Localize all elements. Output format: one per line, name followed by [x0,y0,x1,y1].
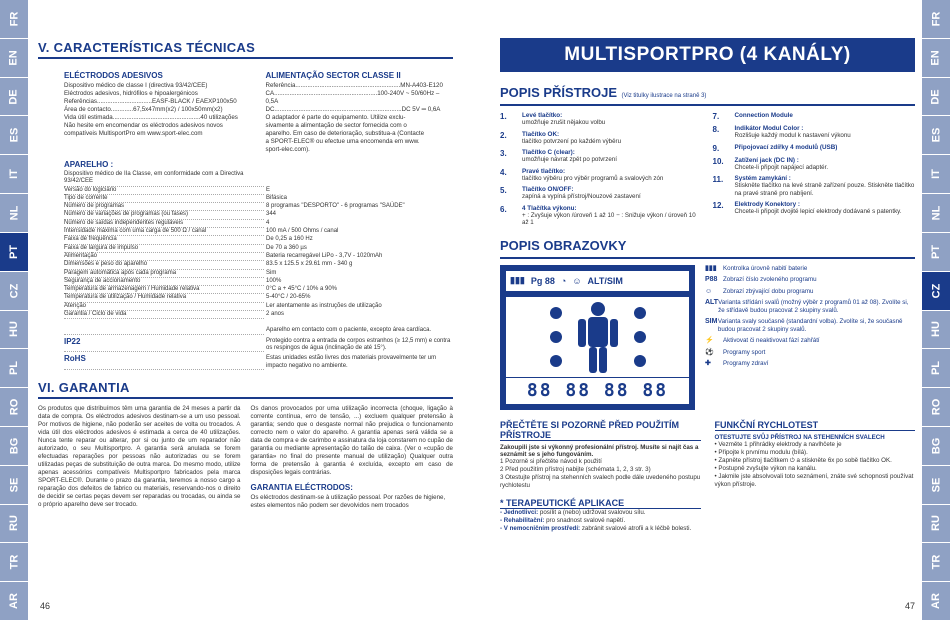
popis-title: POPIS PŘÍSTROJE [500,85,618,100]
language-tab-nl[interactable] [922,194,950,233]
language-tab-pt[interactable] [0,233,28,272]
tech-value: 2 anos [266,311,285,318]
tech-key: Número de variações de programas (ou fases) [64,211,264,219]
left-page [38,0,453,621]
tech-value: 344 [266,211,277,218]
language-tab-hu[interactable] [922,311,950,350]
tech-key: Alimentação [64,253,264,261]
language-tab-es[interactable] [922,116,950,155]
symbol-row [64,355,453,370]
device-items-right [713,112,916,231]
electrodes-line: Vida útil estimada...................................................40 utilizações [64,114,238,121]
language-tab-en[interactable] [922,39,950,78]
item-body [522,149,703,164]
electrodes-line: Eléctrodos adesivos, hidrófilos e hipoalergénicos [64,90,198,97]
terapeut-bold: - Jednotlivci: [500,508,539,516]
language-tab-label: PL [8,361,20,376]
device-item [713,144,916,153]
device-item [500,205,703,227]
legend-text: Zobrazí číslo zvoleného programu [723,276,817,283]
electrodes-text [64,82,252,138]
battery-icon: ▮▮▮ [510,275,525,285]
item-title: Zatížení jack (DC IN) : [734,156,799,164]
language-tab-fr[interactable] [0,0,28,39]
language-tab-label: AR [929,593,942,610]
tech-key: Segurança de accionamento [64,278,264,286]
precte-bold: Zakoupili jste si výkonný profesionální přístroj. Musíte si najít čas a seznámit se s jeho fungováním. [500,443,699,458]
tech-value: Bifásica [266,194,288,201]
electrodes-line: Não hesite em encomendar os eléctrodos adesivos novos [64,122,223,129]
legend-icon: ▮▮▮ [705,264,717,272]
item-title: Elektrody Konektory : [734,201,800,208]
tech-value: Bateria recarregável LiPo - 3,7V - 1020mAh [266,252,383,259]
legend-icon: SIM [705,318,718,325]
item-title: Tlačítko ON/OFF: [522,186,574,193]
legend-row [705,318,915,333]
alimentation-line: sivamente a alimentação de sector fornecida com o [265,122,407,129]
item-body [735,201,916,216]
language-tab-ro[interactable] [0,388,28,427]
device-item [713,157,916,172]
language-tab-cz[interactable] [0,272,28,311]
legend-icon: ☺ [705,287,713,295]
item-title: Tlačítko C (clear): [522,149,575,156]
item-body [522,168,703,183]
legend-icon: ⚽ [705,348,714,356]
tech-value: De 0,25 a 160 Hz [266,236,313,243]
tech-row [64,245,453,253]
electrodes-line: compatíveis MultisportPro em www.sport-elec.com [64,130,203,137]
item-number: 3. [500,149,507,158]
item-body [522,131,703,146]
legend-text: Zobrazí zbývající dobu programu [723,287,814,295]
language-tab-label: RO [930,398,942,416]
language-tab-label: ES [930,128,942,143]
language-tab-de[interactable] [922,78,950,117]
language-tab-de[interactable] [0,78,28,117]
banner-title: MULTISPORTPRO (4 KANÁLY) [500,38,915,72]
language-tab-bg[interactable] [922,427,950,466]
tech-row [64,195,453,203]
language-tab-label: RO [8,398,20,416]
lcd-screen [500,265,695,410]
terapeut-title: * TERAPEUTICKÉ APLIKACE [500,498,701,509]
language-tab-cz[interactable] [922,272,950,311]
tech-table [64,171,453,319]
rychlo-line: • Vezměte 1 přihrádky elektrody a navlhčete je [714,440,842,448]
language-tab-ru[interactable] [922,505,950,544]
language-tab-label: BG [8,437,20,455]
language-tab-se[interactable] [922,466,950,505]
item-body [522,186,703,201]
item-body [735,125,916,140]
legend-icon: ⚡ [705,337,714,344]
device-item [500,149,703,164]
legend-row [705,276,915,284]
legend-text: Varianta svaly současně (standardní volba). Zvolíte si, že současně budou pracovat 2 skupiny svalů. [717,318,903,333]
language-tab-label: SE [930,477,942,492]
symbol-value: Aparelho em contacto com o paciente, excepto área cardíaca. [266,327,432,334]
alimentation-line: DC..........................................................................DC 5V ═ 0,6A [265,106,441,113]
language-tab-label: HU [7,321,20,338]
language-tab-nl[interactable] [0,194,28,233]
terapeut-list [500,509,701,533]
tech-row [64,253,453,261]
language-tab-label: BG [930,437,942,455]
alimentation-line: aparelho. Em caso de deterioração, substitua-a (Contacte [265,130,425,137]
language-tab-label: NL [929,205,942,221]
tech-value: De 70 a 360 µs [266,244,307,251]
tech-key: Intensidade máxima com uma carga de 500 Ω / canal [64,228,264,236]
terapeut-bold: - Rehabilitační: [500,516,545,524]
tech-value: Sim [266,269,277,276]
terapeut-line [500,517,701,525]
legend-icon: P88 [705,276,718,283]
item-title: Connection Module [734,112,793,119]
tech-row [64,228,453,236]
legend-row [705,349,915,357]
rychlo-title: FUNKČNÍ RYCHLOTEST [715,420,916,431]
language-tab-ro[interactable] [922,388,950,427]
language-tab-tr[interactable] [922,543,950,582]
tech-key: Temperatura de armazenagem / Humidade relativa [64,286,264,294]
device-item [500,112,703,127]
language-tab-label: IT [930,169,942,180]
item-number: 9. [712,143,720,153]
popis-note: (Viz titulky ilustrace na straně 3) [621,93,707,99]
tech-row [64,278,453,286]
screen-legend [705,265,915,410]
language-tab-bg[interactable] [0,427,28,466]
symbol-row [64,327,453,334]
item-desc: tlačítko výběru pro výběr programů a svalových zón [522,174,664,182]
device-item [713,112,916,121]
electrodes-title: ELÉCTRODOS ADESIVOS [64,71,163,80]
tech-value: 5-40°C / 20-65% [266,294,311,301]
tech-value: 83.5 x 125.5 x 29.61 mm - 340 g [266,261,353,268]
symbol-value: Estas unidades estão livres dos materiais provavelmente ter um impacto negativo no ambiente. [266,355,437,369]
tech-row [64,211,453,219]
device-item [500,186,703,201]
garantia-col1: Os produtos que distribuímos têm uma garantia de 24 meses a partir da data de compra. Os eléctrodos adesivos destinam-se a um uso pessoal. Por motivos de higiene, não poderão ser aceites de volta ou trocados. A vida útil dos eléctrodos adesivos é estimada a cerca de 40 utilizações. Nunca tente reparar ou alterar, por si ou junto de um reparador não autorizado, o seu Multisportpro. A garantia será anulada se forem efectuadas reparações por pessoas não autorizadas ou se forem utilizadas peças de substituição de outra marca. Do mesmo modo, utilize apenas acessórios compatíveis Multisportpro fabricados pela marca SPORT-ELEC®. Durante o prazo da garantia, teremos a nosso cargo a reparação dos defeitos de fabrico ou materiais, reservando-nos o direito de decidir se certas peças devem ser reparadas ou trocadas, ou ainda se o próprio aparelho deve ser trocado. [38,404,241,508]
language-tab-label: TR [7,554,20,570]
program-icon: Pg 88 [530,275,555,286]
alimentation-title: ALIMENTAÇÃO SECTOR CLASSE II [265,71,401,80]
item-body [735,144,916,153]
language-tab-it[interactable] [922,155,950,194]
item-body [735,175,916,197]
alimentation-line: sport-elec.com). [265,146,310,153]
device-item [713,125,916,140]
symbol-table [64,327,453,369]
language-tab-label: DE [8,88,20,105]
symbol-row [64,338,453,353]
alimentation-line: O adaptador é parte do equipamento. Utilize exclu- [265,114,406,121]
item-desc: umožňuje návrat zpět po potvrzení [522,156,617,163]
language-tab-ru[interactable] [0,505,28,544]
language-tab-label: TR [929,554,942,570]
language-tab-tr[interactable] [0,543,28,582]
alimentation-text [266,82,454,154]
legend-text: Programy sport [723,348,766,356]
legend-text: Varianta střídání svalů (možný výběr z programů 01 až 08). Zvolíte si, že střídavě budou pracovat 2 skupiny svalů. [718,299,909,314]
item-desc: Stiskněte tlačítko na levé straně zařízení pouze. Stiskněte tlačítko na pravé straně pro nabíjení. [734,182,915,197]
body-figure-icon [506,297,689,377]
terapeut-text: posílit a (nebo) udržovat svalovou sílu. [538,508,646,516]
item-title: Tlačítko OK: [522,130,560,138]
language-tab-pt[interactable] [922,233,950,272]
terapeut-line [500,509,701,517]
item-body [522,205,703,227]
tech-row [64,171,453,187]
legend-text: Programy zdraví [723,360,769,367]
page-number-right: 47 [905,601,916,611]
language-tab-ar[interactable] [0,582,28,621]
language-tab-en[interactable] [0,39,28,78]
item-desc: Chcete-li připojit napájecí adaptér. [734,163,829,171]
item-body [735,157,916,172]
item-number: 5. [500,186,507,195]
item-number: 1. [500,112,507,121]
device-items-left [500,112,703,231]
language-tab-fr[interactable] [922,0,950,39]
language-tab-label: CZ [929,283,942,298]
precte-list [500,458,701,490]
item-number: 12. [712,201,724,210]
symbol-value: Protegido contra a entrada de corpos estranhos (≥ 12,5 mm) e contra os respingos de água (inclinação de até 15°). [266,337,451,351]
tech-key: Faixa de largura de impulso [64,245,264,253]
tech-value: E [266,186,271,193]
item-number: 2. [500,130,507,140]
alimentation-line: CA............................................................100-240V ~ 50/60Hz – 0,5A [265,90,440,105]
item-body [735,112,916,121]
language-tab-hu[interactable] [0,311,28,350]
item-desc: umožňuje zrušit nějakou volbu [522,119,606,126]
terapeut-text: zabránit svalové atrofii a k léčbě bolesti. [580,524,692,532]
language-tab-label: AR [7,593,20,610]
symbol-key [64,327,264,334]
clock-icon: ◔ [560,275,567,286]
tech-row [64,236,453,244]
tech-key: Paragem automática após cada programa [64,270,264,278]
rychlo-line: • Jakmile jste absolvovali toto seznámení, znáte své schopnosti používat výkon přístroje. [714,472,914,488]
legend-row [705,265,915,273]
legend-row [705,299,915,314]
electrodes-line: Dispositivo médico de classe I (directiva 93/42/CEE) [64,82,208,89]
language-tab-label: NL [7,205,20,221]
tech-row [64,261,453,269]
language-tab-label: CZ [7,283,20,298]
tech-value [264,171,453,187]
device-item [500,131,703,146]
language-tab-it[interactable] [0,155,28,194]
garantia-electrodes-text: Os eléctrodos destinam-se à utilização pessoal. Por razões de higiene, estes elementos não podem ser devolvidos nem trocados [250,493,446,509]
tech-key: Dimensões e peso do aparelho [64,261,264,269]
tech-value: 4 [266,219,270,226]
language-tab-label: PL [930,361,942,376]
item-body [522,112,703,127]
rychlo-line: • Připojte k prvnímu modulu (bílá). [714,448,808,456]
language-tab-label: DE [930,88,942,105]
item-desc: + : Zvyšuje výkon /úroveň 1 až 10 − : Snižuje výkon / úroveň 10 až 1 [522,211,696,226]
legend-icon: ✚ [705,360,711,367]
tech-key: Temperatura de utilização / Humidade relativa [64,294,264,302]
language-tab-label: PT [8,244,20,259]
tech-row [64,294,453,302]
item-title: Pravé tlačítko: [522,167,566,175]
item-title: Indikátor Modul Color : [734,125,804,132]
language-tab-label: RU [929,515,942,532]
garantia-col2: Os danos provocados por uma utilização incorrecta (choque, ligação à corrente contínua, erro de tensão, ...) excluem qualquer pretensão à garantia; sendo que o desgaste normal não prejudica o funcionamento correcto nem o valor do aparelho. A garantia apenas será válida se a data de compra e de carimbo e assinatura da loja constarem no cupão de garantia ou mediante apresentação do talão de caixa. (Ver o «cupão de garantia» no final do presente manual de utilização) Qualquer outra forma de pretensão à garantia é excluída, excepto em caso de disposições legais contrárias. [250,404,453,476]
item-desc: zapíná a vypíná přístroj/Nouzové zastavení [522,193,641,200]
language-tab-se[interactable] [0,466,28,505]
rychlo-sub: OTESTUJTE SVŮJ PŘÍSTROJ NA STEHENNÍCH SVALECH [714,433,885,441]
precte-line: 2 Před použitím přístroj nabijte (schémata 1, 2, 3 str. 3) [500,465,651,473]
obrazovky-title: POPIS OBRAZOVKY [500,237,627,253]
lcd-digits: 88 88 88 88 [506,378,689,404]
tech-row [64,270,453,278]
item-desc: Chcete-li připojit dvojité lepicí elektrody dodávané s patentky. [734,208,902,215]
symbol-key: RoHS [64,355,264,370]
tech-key: Número de saídas independentes reguláveis [64,220,264,228]
rychlo-list [715,441,916,489]
item-desc: tlačítko potvrzení po každém výběru [522,137,622,145]
right-page [500,0,915,621]
tech-row [64,311,453,319]
alimentation-line: Referência.............................................................MN-A403-E120 [265,82,443,89]
language-tab-label: EN [8,50,20,66]
tech-key: Tipo de corrente [64,195,264,203]
legend-text: Kontrolka úrovně nabití baterie [723,264,808,272]
tech-row [64,286,453,294]
language-tab-label: HU [929,321,942,338]
item-number: 8. [712,125,720,134]
item-number: 4. [500,167,507,177]
rychlo-line: • Zapněte přístroj tlačítkem ⏻ a stiskněte 6x po sobě tlačítko OK. [714,456,892,464]
device-item [713,201,916,216]
language-tabs-right [922,0,950,621]
language-tab-label: FR [7,11,20,27]
item-number: 7. [712,112,720,121]
legend-row [705,288,915,296]
precte-title: PŘEČTĚTE SI POZORNĚ PŘED POUŽITÍM PŘÍSTROJE [500,420,701,441]
item-number: 6. [500,204,507,214]
item-title: Levé tlačítko: [522,112,563,119]
language-tab-label: RU [7,515,20,532]
electrodes-line: Área de contacto.............67,5x47mm(x2) / 100x50mm(x2) [64,106,223,113]
item-number: 10. [712,156,724,166]
language-tab-label: SE [8,477,20,492]
legend-row [705,360,915,368]
language-tab-pl[interactable] [0,349,28,388]
language-tab-ar[interactable] [922,582,950,621]
tech-key: Atenção [64,303,264,311]
tech-row [64,303,453,311]
aparelho-title: APARELHO : [64,160,114,169]
garantia-electrodes-title: GARANTIA ELÉCTRODOS: [250,482,353,492]
item-number: 11. [712,175,724,184]
alimentation-line: a SPORT-ELEC® ou efectue uma encomenda em www. [265,138,420,145]
tech-value: Ler atentamente as instruções de utilização [266,302,382,309]
section-title-garantia: VI. GARANTIA [38,380,453,399]
item-title: 4 Tlačítka výkonu: [522,204,577,212]
item-desc: Rozlišuje každý modul k nastavení výkonu [734,132,851,139]
device-item [713,175,916,197]
symbol-key: IP22 [64,338,264,353]
language-tab-pl[interactable] [922,349,950,388]
section-title-tech: V. CARACTERÍSTICAS TÉCNICAS [38,40,453,59]
rychlo-line: • Postupně zvyšujte výkon na kanálu. [714,464,817,472]
language-tab-label: ES [8,128,20,143]
legend-icon: ALT [705,299,719,306]
language-tab-label: PT [930,244,942,259]
electrodes-line: Referências................................EASF-BLACK / EAEXP100x50 [64,98,237,105]
tech-row [64,203,453,211]
tech-value: 8 programas "DESPORTO" - 6 programas "SAÚDE" [266,203,405,210]
tech-key: Dispositivo médico de IIa Classe, em conformidade com a Directiva 93/42/CEE [64,171,264,187]
legend-text: Aktivovat či neaktivovat fází zahřátí [723,337,820,344]
terapeut-line [500,525,701,533]
legend-row [705,337,915,345]
language-tab-label: EN [930,50,942,66]
tech-key: Versão do logiciário [64,187,264,195]
item-title: Systém zamykání : [734,175,791,182]
precte-line: 3 Otestujte přístroj na stehenních svalech podle dále uvedeného postupu rychlotestu [500,473,701,489]
precte-line: 1 Pozorně si přečtěte návod k použití [500,457,602,465]
tech-value: 0°C a + 45°C / 10% a 90% [266,286,338,293]
tech-value: 100% [266,277,282,284]
terapeut-text: pro snadnost svalové napětí. [544,516,626,524]
language-tab-label: FR [929,11,942,27]
language-tab-es[interactable] [0,116,28,155]
terapeut-bold: - V nemocničním prostředí: [500,524,581,532]
tech-key: Garantia / Ciclo de vida [64,311,264,319]
tech-key: Número de programas [64,203,264,211]
language-tab-label: IT [8,169,20,180]
alt-sim-icon: ALT/SIM [587,275,623,286]
tech-row [64,220,453,228]
tech-key: Faixa de frequência [64,236,264,244]
item-title: Připojovací zdířky 4 modulů (USB) [734,143,838,151]
page-number-left: 46 [40,601,51,611]
language-tabs-left [0,0,28,621]
body-icon: ☺ [572,275,582,286]
tech-row [64,187,453,195]
tech-value: 100 mA / 500 Ohms / canal [266,228,339,235]
device-item [500,168,703,183]
